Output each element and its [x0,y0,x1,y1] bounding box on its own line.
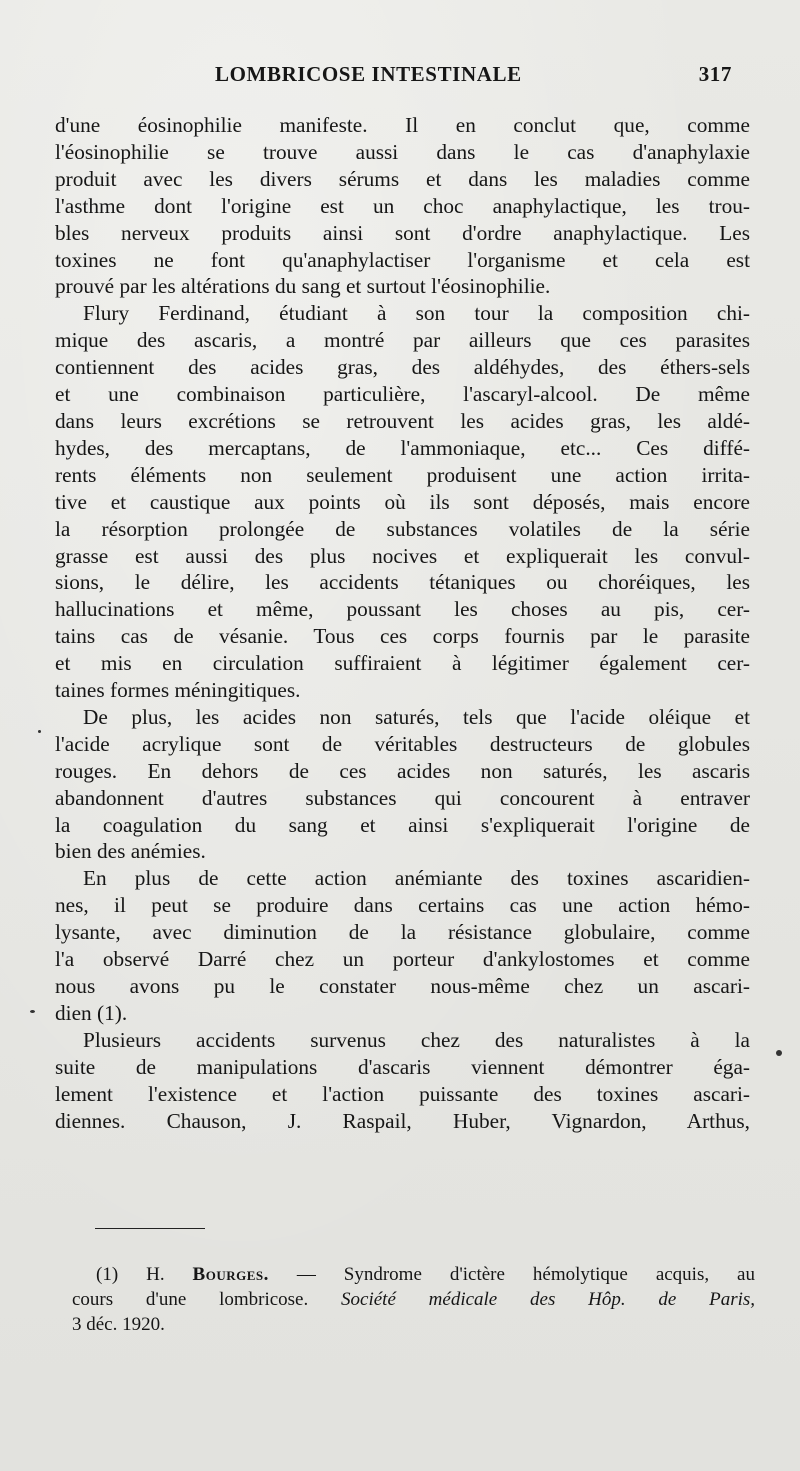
running-title: LOMBRICOSE INTESTINALE [215,62,522,86]
footnote-line: 3 déc. 1920. [72,1314,165,1335]
print-speck [38,730,41,733]
text-line: tains cas de vésanie. Tous ces corps fournis par le parasite [55,624,750,649]
text-line: nes, il peut se produire dans certains cas une action hémo- [55,893,750,918]
text-line: lysante, avec diminution de la résistance globulaire, comme [55,920,750,945]
text-line: la coagulation du sang et ainsi s'expliquerait l'origine de [55,812,750,837]
text-line: rents éléments non seulement produisent une action irrita- [55,462,750,487]
text-line: et une combinaison particulière, l'ascaryl-alcool. De même [55,382,750,407]
text-line: l'a observé Darré chez un porteur d'ankylostomes et comme [55,947,750,972]
text-line: hydes, des mercaptans, de l'ammoniaque, etc... Ces diffé- [55,435,750,460]
text-line: bles nerveux produits ainsi sont d'ordre anaphylactique. Les [55,220,750,245]
footnote [72,1262,755,1337]
text-line: l'acide acrylique sont de véritables destructeurs de globules [55,731,750,756]
page-header [215,62,732,87]
text-line: taines formes méningitiques. [55,678,301,703]
text-line: En plus de cette action anémiante des toxines ascaridien- [83,866,750,891]
text-line: la résorption prolongée de substances volatiles de la série [55,516,750,541]
footnote-divider [95,1228,205,1229]
text-line: lement l'existence et l'action puissante des toxines ascari- [55,1081,750,1106]
text-line: rouges. En dehors de ces acides non saturés, les ascaris [55,758,750,783]
text-line: mique des ascaris, a montré par ailleurs que ces parasites [55,328,750,353]
print-speck [30,1010,35,1013]
footnote-line [72,1287,755,1312]
page-number: 317 [698,62,732,86]
footnote-text: cours d'une lombricose. [72,1289,309,1310]
footnote-journal: Société médicale des Hôp. de Paris, [341,1289,756,1310]
text-line: et mis en circulation suffiraient à légitimer également cer- [55,651,750,676]
text-line: d'une éosinophilie manifeste. Il en conclut que, comme [55,113,750,137]
text-line: dien (1). [55,1000,128,1025]
footnote-text: Syndrome d'ictère hémolytique acquis, au [343,1264,755,1285]
text-line: bien des anémies. [55,839,206,864]
text-line: Plusieurs accidents survenus chez des naturalistes à la [83,1027,750,1052]
text-line: hallucinations et même, poussant les choses au pis, cer- [55,597,750,622]
text-line: tive et caustique aux points où ils sont déposés, mais encore [55,489,750,514]
text-line: grasse est aussi des plus nocives et expliquerait les convul- [55,543,750,568]
print-speck [776,1050,782,1056]
text-line: suite de manipulations d'ascaris viennent démontrer éga- [55,1054,750,1079]
text-line: De plus, les acides non saturés, tels que l'acide oléique et [83,704,750,729]
text-line: diennes. Chauson, J. Raspail, Huber, Vignardon, Arthus, [55,1108,750,1133]
text-line: nous avons pu le constater nous-même chez un ascari- [55,974,750,998]
footnote-marker: (1) H. [96,1264,165,1285]
text-line: contiennent des acides gras, des aldéhydes, des éthers-sels [55,355,750,380]
text-line: l'éosinophilie se trouve aussi dans le cas d'anaphylaxie [55,139,750,164]
text-line: dans leurs excrétions se retrouvent les acides gras, les aldé- [55,408,750,433]
footnote-line [72,1262,755,1287]
footnote-dash: — [296,1264,316,1285]
text-line: l'asthme dont l'origine est un choc anaphylactique, les trou- [55,193,750,218]
body-text [55,112,750,1134]
text-line: prouvé par les altérations du sang et surtout l'éosinophilie. [55,274,551,299]
text-line: toxines ne font qu'anaphylactiser l'organisme et cela est [55,247,750,272]
text-line: sions, le délire, les accidents tétaniques ou choréiques, les [55,570,750,595]
text-line: abandonnent d'autres substances qui concourent à entraver [55,785,750,810]
footnote-author: Bourges. [192,1264,269,1285]
text-line: produit avec les divers sérums et dans les maladies comme [55,166,750,191]
text-line: Flury Ferdinand, étudiant à son tour la composition chi- [83,301,750,326]
